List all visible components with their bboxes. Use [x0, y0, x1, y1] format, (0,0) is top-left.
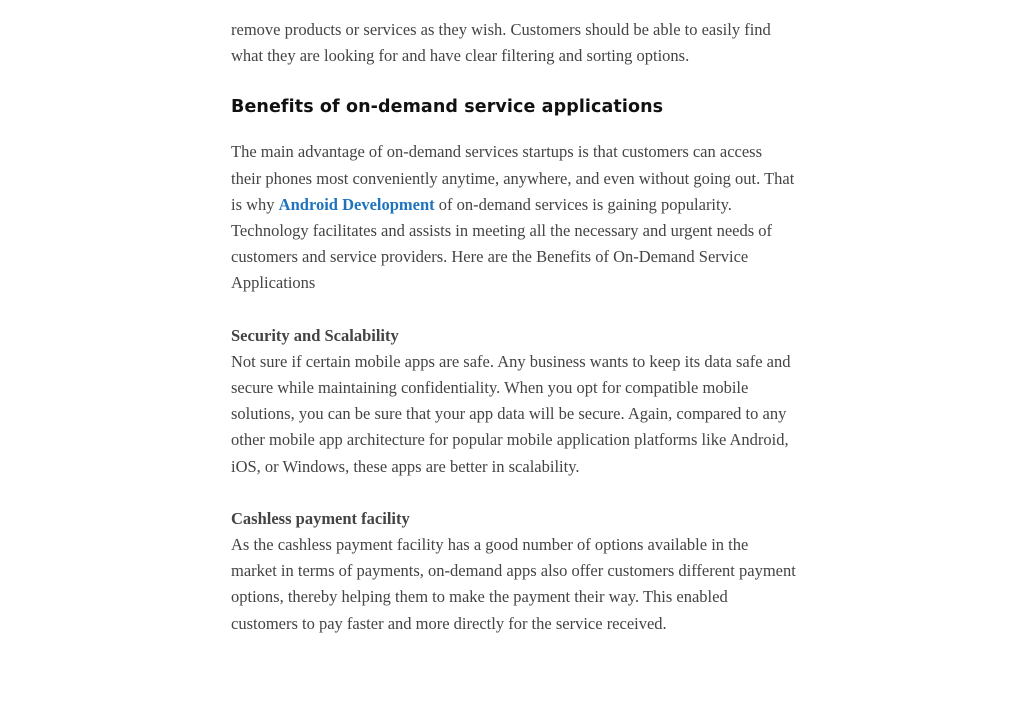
android-development-link[interactable]: Android Development: [278, 194, 435, 214]
main-paragraph-text-before: The main advantage of on-demand services startups is that customers can access their phones most conveniently anytime, anywhere, and even without going out. That is why: [231, 142, 795, 214]
cashless-paragraph: As the cashless payment facility has a good number of options available in the market in terms of payments, on-demand apps also offer customers different payment options, thereby helping them to make the payment their way. This enabled customers to pay faster and more directly for the service received.: [231, 535, 796, 633]
article-content: [231, 17, 796, 637]
security-heading: Security and Scalability: [231, 325, 399, 345]
main-paragraph: [231, 139, 796, 296]
cashless-heading: Cashless payment facility: [231, 508, 410, 528]
security-paragraph: Not sure if certain mobile apps are safe. Any business wants to keep its data safe and secure while maintaining confidentiality. When you opt for compatible mobile solutions, you can be sure that your app data will be secure. Again, compared to any other mobile app architecture for popular mobile application platforms like Android, iOS, or Windows, these apps are better in scalability.: [231, 351, 791, 476]
intro-paragraph: remove products or services as they wish. Customers should be able to easily find what they are looking for and have clear filtering and sorting options.: [231, 20, 771, 66]
main-paragraph-text-after: of on-demand services is gaining popularity. Technology facilitates and assists in meeting all the necessary and urgent needs of customers and service providers. Here are the Benefits of On-Demand Service Applications: [231, 194, 773, 293]
section-heading: Benefits of on-demand service applications: [231, 97, 664, 118]
